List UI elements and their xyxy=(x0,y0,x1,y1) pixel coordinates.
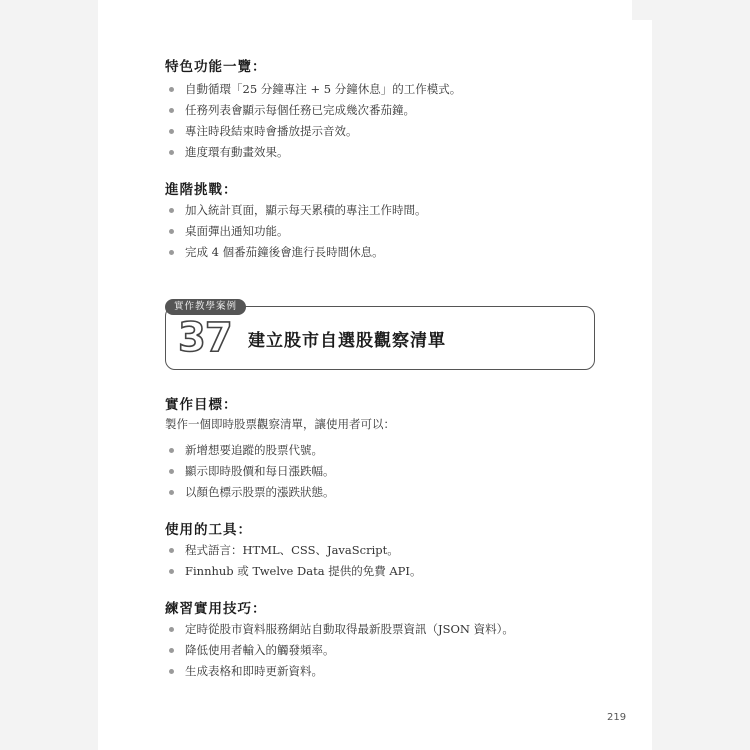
challenges-heading: 進階挑戰： xyxy=(165,182,238,198)
list-item: 程式語言：HTML、CSS、JavaScript。 xyxy=(165,540,421,561)
list-item: 顯示即時股價和每日漲跌幅。 xyxy=(165,461,335,482)
bullet-icon xyxy=(169,448,174,453)
bullet-icon xyxy=(169,627,174,632)
right-margin xyxy=(652,0,750,750)
bullet-icon xyxy=(169,250,174,255)
bullet-icon xyxy=(169,669,174,674)
goals-intro: 製作一個即時股票觀察清單，讓使用者可以： xyxy=(165,417,395,431)
bullet-icon xyxy=(169,469,174,474)
bullet-icon xyxy=(169,569,174,574)
list-item: 新增想要追蹤的股票代號。 xyxy=(165,440,335,461)
page-number: 219 xyxy=(607,712,627,723)
case-title: 建立股市自選股觀察清單 xyxy=(248,331,446,351)
case-number: 37 xyxy=(178,315,232,361)
bullet-icon xyxy=(169,648,174,653)
left-margin xyxy=(0,0,98,750)
skills-list xyxy=(165,619,514,682)
page-corner xyxy=(612,20,652,60)
skills-heading: 練習實用技巧： xyxy=(165,601,267,617)
challenges-list xyxy=(165,200,427,263)
bullet-icon xyxy=(169,208,174,213)
list-item: 降低使用者輸入的觸發頻率。 xyxy=(165,640,514,661)
features-list xyxy=(165,79,461,163)
list-item: 定時從股市資料服務網站自動取得最新股票資訊（JSON 資料）。 xyxy=(165,619,514,640)
list-item: 任務列表會顯示每個任務已完成幾次番茄鐘。 xyxy=(165,100,461,121)
case-tag: 實作教學案例 xyxy=(165,299,246,315)
tools-list xyxy=(165,540,421,582)
bullet-icon xyxy=(169,150,174,155)
goals-list xyxy=(165,440,335,503)
bullet-icon xyxy=(169,490,174,495)
bullet-icon xyxy=(169,229,174,234)
list-item: 桌面彈出通知功能。 xyxy=(165,221,427,242)
list-item: 專注時段結束時會播放提示音效。 xyxy=(165,121,461,142)
list-item: 完成 4 個番茄鐘後會進行長時間休息。 xyxy=(165,242,427,263)
list-item: Finnhub 或 Twelve Data 提供的免費 API。 xyxy=(165,561,421,582)
bullet-icon xyxy=(169,548,174,553)
list-item: 自動循環「25 分鐘專注 + 5 分鐘休息」的工作模式。 xyxy=(165,79,461,100)
features-heading: 特色功能一覽： xyxy=(165,59,267,75)
list-item: 以顏色標示股票的漲跌狀態。 xyxy=(165,482,335,503)
bullet-icon xyxy=(169,108,174,113)
top-right-margin xyxy=(632,0,750,20)
tools-heading: 使用的工具： xyxy=(165,522,252,538)
bullet-icon xyxy=(169,87,174,92)
list-item: 進度環有動畫效果。 xyxy=(165,142,461,163)
goals-heading: 實作目標： xyxy=(165,397,238,413)
list-item: 加入統計頁面，顯示每天累積的專注工作時間。 xyxy=(165,200,427,221)
list-item: 生成表格和即時更新資料。 xyxy=(165,661,514,682)
bullet-icon xyxy=(169,129,174,134)
